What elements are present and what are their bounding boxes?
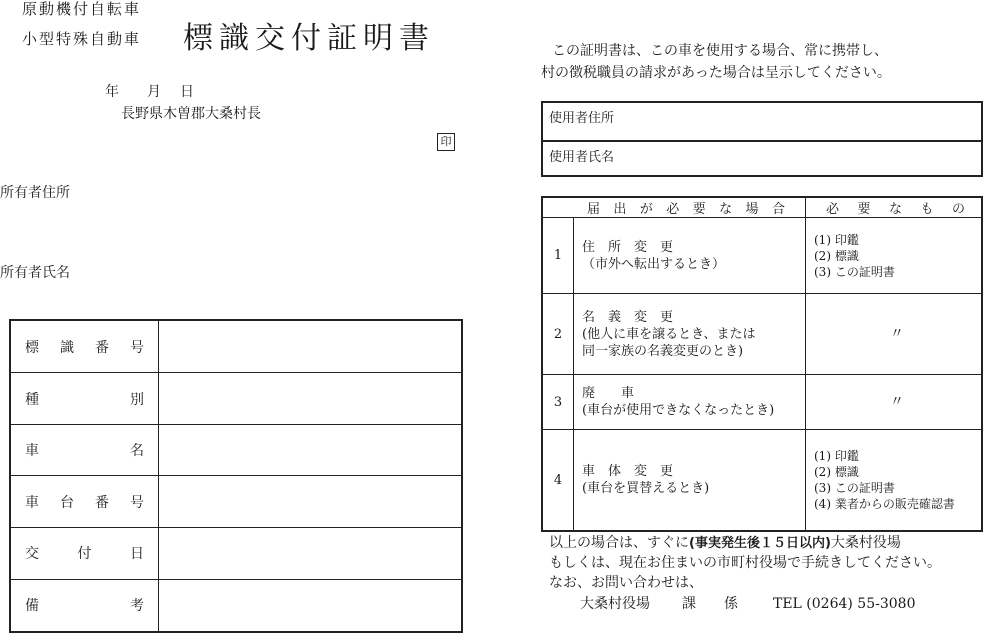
required-item: (1) 印鑑 [814,232,859,247]
case-description [574,218,806,294]
header-char: 必 [666,202,680,217]
table-row [542,430,982,531]
issuer: 長野県木曽郡大桑村長 [121,106,261,122]
table-header-row [542,197,982,218]
footer-line-1 [549,534,901,553]
label-char: 号 [130,339,144,356]
required-item: (3) この証明書 [814,481,895,496]
label-char: 考 [130,598,144,615]
date-day: 日 [180,84,194,100]
table-row [10,373,462,425]
field-value [159,476,463,528]
field-label [10,373,159,425]
required-item: (3) この証明書 [814,264,895,279]
table-row [10,579,462,632]
label-char: 種 [25,391,39,408]
contact-office: 大桑村役場 [580,596,650,612]
table-row [542,218,982,294]
field-value [159,579,463,632]
table-row [10,476,462,528]
case-title: 廃 車 [582,386,635,402]
date-month: 月 [147,84,161,100]
case-title: 住 所 変 更 [582,239,674,255]
deadline-text: (事実発生後１５日以内) [689,536,831,551]
label-char: 別 [130,391,144,408]
label-char: 号 [130,494,144,511]
label-char: 付 [77,546,92,563]
field-value [159,373,463,425]
label-char: 車 [25,443,39,460]
field-label-spread [25,389,144,409]
label-char: 備 [25,598,39,615]
procedure-table [541,196,983,532]
seal-mark: 印 [437,133,455,151]
row-number: 2 [542,294,574,375]
field-label [10,579,159,632]
ditto-mark: 〃 [806,375,983,430]
header-case [542,197,806,218]
footer-line-2: もしくは、現在お住まいの市町村役場で手続きしてください。 [549,555,941,571]
label-char: 名 [130,443,144,460]
header-char: 出 [613,202,627,217]
header-char: な [888,202,902,217]
table-row [10,424,462,476]
contact-tel: TEL (0264) 55-3080 [773,596,916,612]
label-char: 番 [95,339,109,356]
header-char: の [951,202,965,217]
required-items [806,218,983,294]
case-sub1: (車台を買替えるとき) [582,481,710,497]
table-row [10,320,462,373]
field-label [10,528,159,580]
field-label [10,424,159,476]
case-sub1: （市外へ転出するとき） [582,256,726,272]
field-label-spread [25,543,144,563]
plate-info-table [9,319,463,633]
field-label-spread [25,595,144,615]
label-char: 車 [25,494,39,511]
notice-line-2: 村の徴税職員の請求があった場合は呈示してください。 [541,65,891,81]
owner-address-label: 所有者住所 [0,185,70,201]
header-char: な [719,202,733,217]
table-row [542,294,982,375]
contact-section: 課 係 [682,596,738,612]
user-info-box [541,101,983,177]
field-value [159,528,463,580]
label-char: 台 [60,494,74,511]
label-char: 日 [130,546,144,563]
field-value [159,320,463,373]
case-description [574,430,806,531]
case-title: 車 体 変 更 [582,464,674,480]
header-char: 要 [857,202,871,217]
owner-name-label: 所有者氏名 [0,265,70,281]
date-year: 年 [105,84,119,100]
label-char: 標 [25,339,39,356]
row-number: 1 [542,218,574,294]
case-description [574,375,806,430]
header-need [806,197,983,218]
label-char: 番 [95,494,109,511]
label-char: 識 [60,339,74,356]
required-item: (2) 標識 [814,465,859,480]
notice-line-1: この証明書は、この車を使用する場合、常に携帯し、 [552,43,888,59]
header-need-spread [814,198,973,217]
header-char: 合 [771,202,785,217]
field-value [159,424,463,476]
case-title: 名 義 変 更 [582,309,674,325]
field-label-spread [25,337,144,357]
row-number: 4 [542,430,574,531]
header-case-spread [551,198,797,217]
document-title: 標識交付証明書 [183,21,435,56]
field-label [10,476,159,528]
required-item: (1) 印鑑 [814,449,859,464]
required-item: (2) 標識 [814,248,859,263]
field-label [10,320,159,373]
header-char: 場 [745,202,759,217]
case-sub1: (他人に車を譲るとき、または [582,326,756,342]
case-sub1: (車台が使用できなくなったとき) [582,403,775,419]
header-char: 必 [826,202,840,217]
label-char: 交 [25,546,39,563]
table-row [10,528,462,580]
ditto-mark: 〃 [806,294,983,375]
header-char: が [639,202,653,217]
header-char: 要 [692,202,706,217]
field-label-spread [25,492,144,512]
footer-line-1-a: 以上の場合は、すぐに [549,535,689,551]
table-row [542,375,982,430]
footer-line-3: なお、お問い合わせは、 [549,575,703,591]
user-name-label: 使用者氏名 [543,140,981,177]
header-char: 届 [587,202,601,217]
header-char: も [920,202,934,217]
field-label-spread [25,440,144,460]
vehicle-type-special: 小型特殊自動車 [22,30,142,48]
required-item: (4) 業者からの販売確認書 [814,497,955,512]
case-sub2: 同一家族の名義変更のとき) [582,343,744,359]
required-items [806,430,983,531]
case-description [574,294,806,375]
vehicle-type-moped: 原動機付自転車 [22,0,142,18]
user-address-label: 使用者住所 [549,111,615,126]
footer-line-1-b: 大桑村役場 [830,535,901,551]
row-number: 3 [542,375,574,430]
